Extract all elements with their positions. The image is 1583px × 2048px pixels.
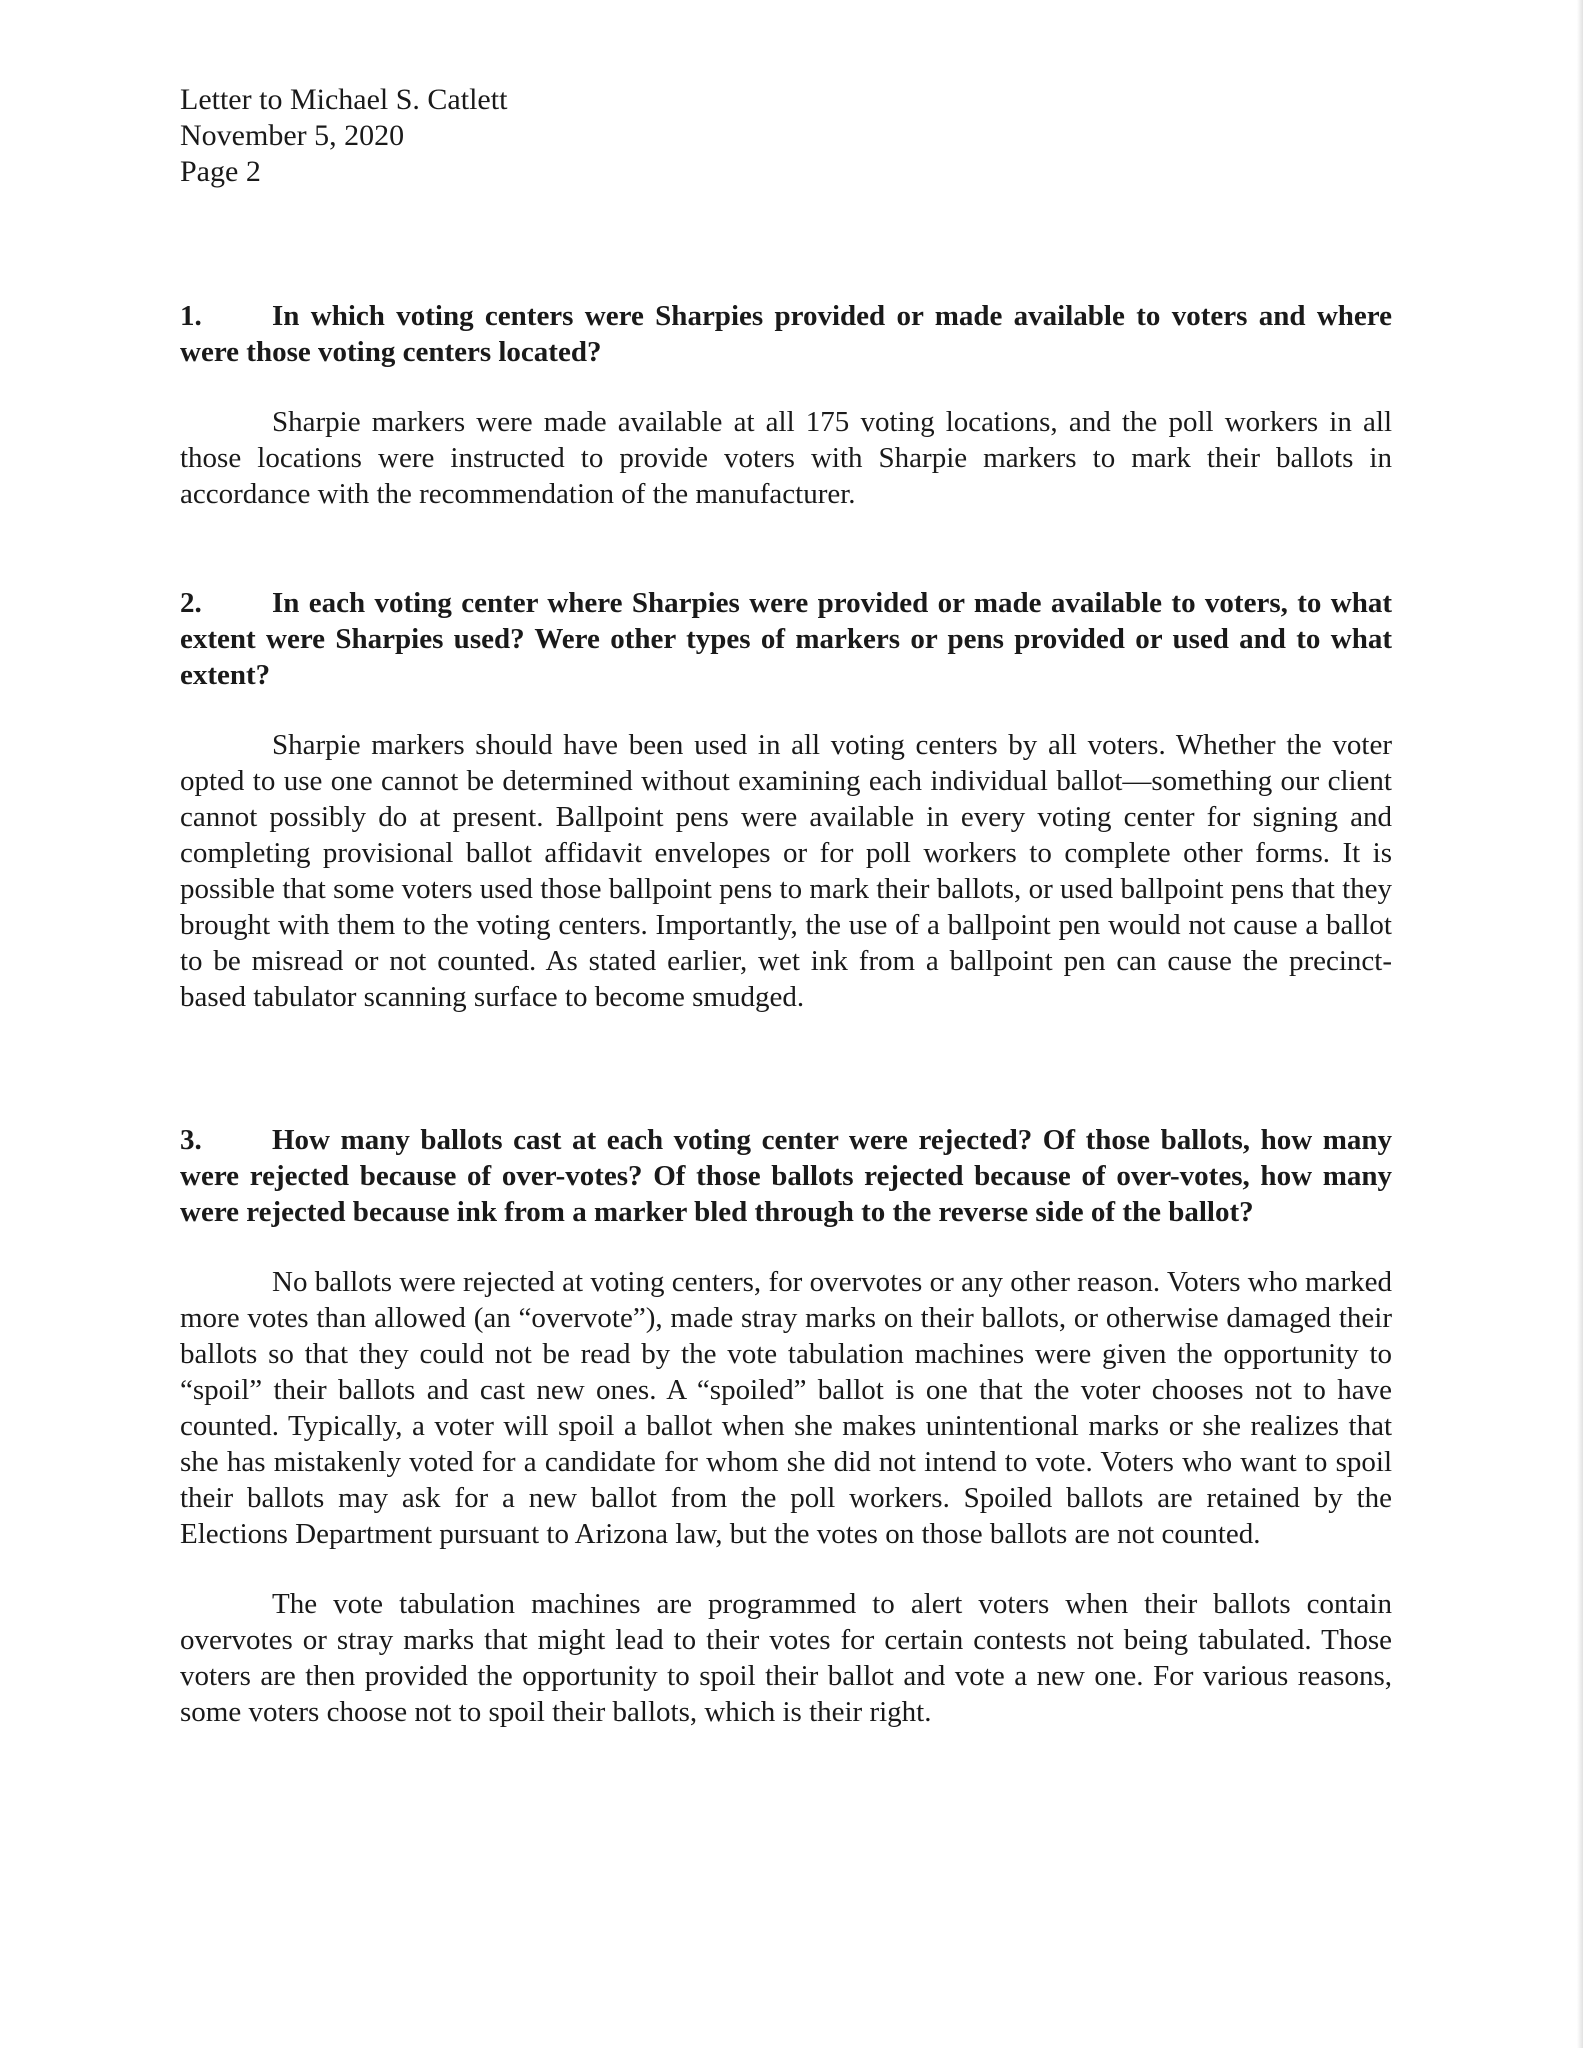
question-3	[180, 1122, 1392, 1230]
answer-paragraph: The vote tabulation machines are programmed to alert voters when their ballots contain overvotes or stray marks that might lead to their votes for certain contests not being tabulated. Those voters are then provided the opportunity to spoil their ballot and vote a new one. For various reasons, some voters choose not to spoil their ballots, which is their right.	[180, 1588, 1392, 1728]
letter-header	[180, 82, 507, 190]
section-2	[180, 585, 1392, 1015]
answer-paragraph: No ballots were rejected at voting centers, for overvotes or any other reason. Voters who marked more votes than allowed (an “overvote”), made stray marks on their ballots, or otherwise damaged their ballots so that they could not be read by the vote tabulation machines were given the opportunity to “spoil” their ballots and cast new ones. A “spoiled” ballot is one that the voter chooses not to have counted. Typically, a voter will spoil a ballot when she makes unintentional marks or she realizes that she has mistakenly voted for a candidate for whom she did not intend to vote. Voters who want to spoil their ballots may ask for a new ballot from the poll workers. Spoiled ballots are retained by the Elections Department pursuant to Arizona law, but the votes on those ballots are not counted.	[180, 1266, 1392, 1550]
answer-paragraph: Sharpie markers should have been used in all voting centers by all voters. Whether the voter opted to use one cannot be determined without examining each individual ballot—something our client cannot possibly do at present. Ballpoint pens were available in every voting center for signing and completing provisional ballot affidavit envelopes or for poll workers to complete other forms. It is possible that some voters used those ballpoint pens to mark their ballots, or used ballpoint pens that they brought with them to the voting centers. Importantly, the use of a ballpoint pen would not cause a ballot to be misread or not counted. As stated earlier, wet ink from a ballpoint pen can cause the precinct-based tabulator scanning surface to become smudged.	[180, 729, 1392, 1013]
question-number: 1.	[180, 300, 202, 332]
question-text: In which voting centers were Sharpies provided or made available to voters and where were those voting centers located?	[180, 300, 1392, 368]
section-1	[180, 298, 1392, 512]
header-page-number: Page 2	[180, 155, 261, 188]
answer-paragraph: Sharpie markers were made available at all 175 voting locations, and the poll workers in all those locations were instructed to provide voters with Sharpie markers to mark their ballots in accordance with the recommendation of the manufacturer.	[180, 406, 1392, 510]
header-recipient: Letter to Michael S. Catlett	[180, 83, 508, 116]
section-3	[180, 1122, 1392, 1730]
question-number: 3.	[180, 1124, 202, 1156]
header-date: November 5, 2020	[180, 119, 405, 152]
question-1	[180, 298, 1392, 370]
question-2	[180, 585, 1392, 693]
question-text: In each voting center where Sharpies were provided or made available to voters, to what extent were Sharpies used? Were other types of markers or pens provided or used and to what extent?	[180, 587, 1392, 691]
question-text: How many ballots cast at each voting center were rejected? Of those ballots, how many were rejected because of over-votes? Of those ballots rejected because of over-votes, how many were rejected because ink from a marker bled through to the reverse side of the ballot?	[180, 1124, 1392, 1228]
page-edge-shadow	[1577, 0, 1583, 2048]
question-number: 2.	[180, 587, 202, 619]
